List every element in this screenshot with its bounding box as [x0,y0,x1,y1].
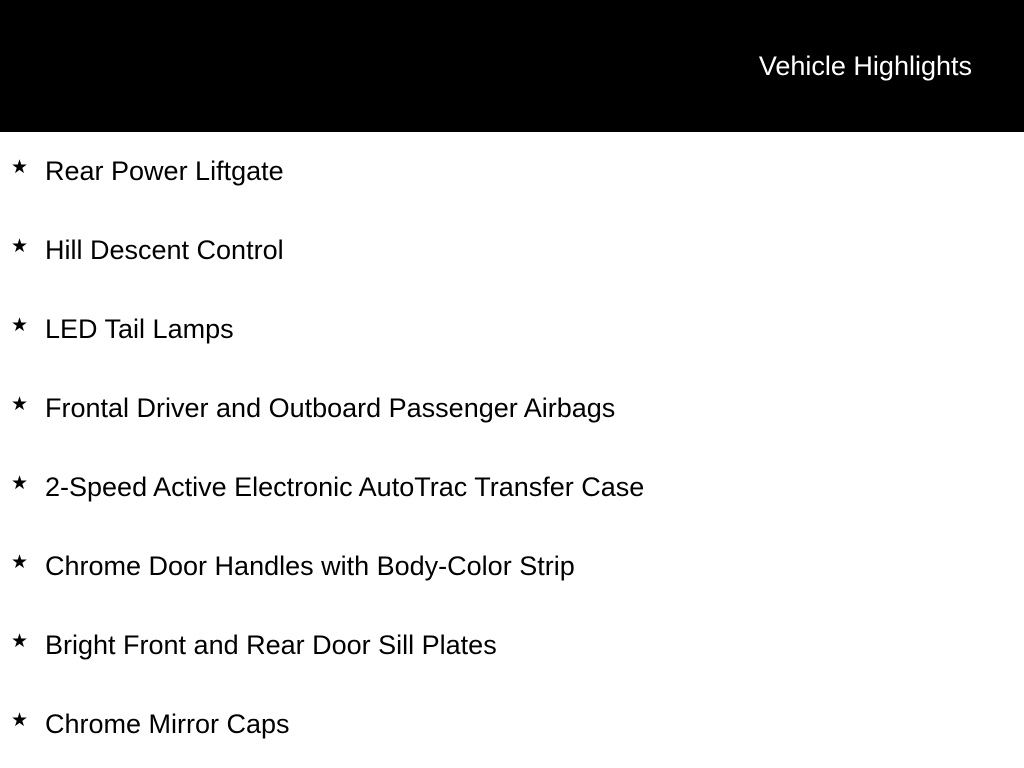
star-icon: ★ [11,235,29,257]
highlight-label: Bright Front and Rear Door Sill Plates [45,630,497,660]
star-icon: ★ [11,393,29,415]
star-icon: ★ [11,630,29,652]
list-item [0,527,1024,606]
highlight-label: Chrome Mirror Caps [45,709,290,739]
page-title: Vehicle Highlights [758,51,972,81]
highlights-list [0,132,1024,764]
highlight-label: LED Tail Lamps [45,314,234,344]
list-item [0,132,1024,211]
list-item [0,685,1024,764]
list-item [0,369,1024,448]
highlight-label: 2-Speed Active Electronic AutoTrac Transfer Case [45,472,645,502]
list-item [0,606,1024,685]
star-icon: ★ [11,472,29,494]
highlight-label: Hill Descent Control [45,235,284,265]
highlight-label: Frontal Driver and Outboard Passenger Airbags [45,393,616,423]
star-icon: ★ [11,709,29,731]
list-item [0,290,1024,369]
list-item [0,448,1024,527]
star-icon: ★ [11,314,29,336]
highlight-label: Chrome Door Handles with Body-Color Strip [45,551,575,581]
list-item [0,211,1024,290]
star-icon: ★ [11,551,29,573]
star-icon: ★ [11,156,29,178]
header-bar [0,0,1024,132]
highlight-label: Rear Power Liftgate [45,156,284,186]
